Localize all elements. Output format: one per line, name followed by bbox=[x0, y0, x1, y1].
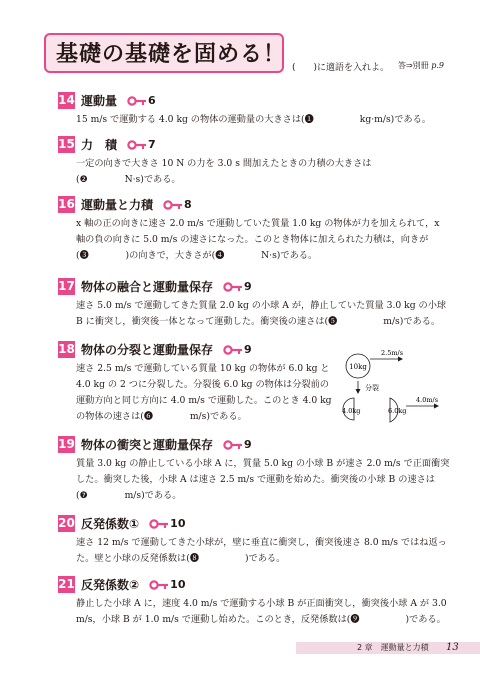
section-heading-17 bbox=[58, 278, 252, 295]
section-number: 16 bbox=[58, 197, 75, 211]
section-body-17 bbox=[76, 298, 446, 330]
section-body-20 bbox=[76, 535, 447, 567]
section-number: 14 bbox=[58, 93, 75, 107]
section-body-19 bbox=[76, 456, 449, 504]
key-reference: 10 bbox=[170, 578, 186, 591]
body-line: x 軸の正の向きに速さ 2.0 m/s で運動していた質量 1.0 kg の物体が力を加えられて，x bbox=[76, 218, 440, 229]
section-heading-21 bbox=[58, 576, 185, 593]
arrowhead-right bbox=[434, 404, 439, 409]
body-line: 4.0 kg の 2 つに分裂した。分裂後 6.0 kg の物体は分裂前の bbox=[76, 379, 329, 390]
mass-right-label: 6.0kg bbox=[388, 407, 407, 415]
body-line: (❸ )の向きで，大きさが(❹ N·s)である。 bbox=[76, 250, 318, 261]
body-line: 速さ 12 m/s で運動してきた小球が，壁に垂直に衝突し，衝突後速さ 8.0 m/s ではね返っ bbox=[76, 537, 447, 548]
body-line: 運動方向と同じ方向に 4.0 m/s で運動した。このとき 4.0 kg bbox=[76, 395, 332, 406]
key-reference: 7 bbox=[148, 138, 156, 151]
section-title: 物体の融合と運動量保存 bbox=[81, 280, 214, 294]
section-heading-18 bbox=[58, 341, 252, 358]
body-line: m/s，小球 B が 1.0 m/s で運動し始めた。このとき，反発係数は(❾ )である。 bbox=[76, 614, 446, 625]
body-line: の物体の速さは(❻ m/s)である。 bbox=[76, 411, 247, 422]
section-heading-14 bbox=[58, 92, 156, 109]
velocity-before-label: 2.5m/s bbox=[381, 349, 404, 357]
body-line: B に衝突し，衝突後一体となって運動した。衝突後の速さは(❺ m/s)である。 bbox=[76, 316, 441, 327]
section-body-16 bbox=[76, 216, 439, 264]
body-line: した。衝突した後，小球 A は速さ 2.5 m/s で運動を始めた。衝突後の小球 B の速さは bbox=[76, 474, 435, 485]
body-line: 質量 3.0 kg の静止している小球 A に，質量 5.0 kg の小球 B が速さ 2.0 m/s で正面衝突 bbox=[76, 458, 450, 469]
answer-reference: 答⇒別冊 p.9 bbox=[397, 61, 444, 70]
section-body-21 bbox=[76, 596, 447, 628]
key-reference: 10 bbox=[170, 517, 186, 530]
arrowhead bbox=[398, 357, 403, 362]
page-number: 13 bbox=[446, 642, 459, 653]
section-title: 物体の衝突と運動量保存 bbox=[81, 438, 214, 452]
key-reference: 9 bbox=[244, 343, 252, 356]
section-title: 物体の分裂と運動量保存 bbox=[81, 343, 214, 357]
key-icon bbox=[223, 280, 252, 293]
mass-before-label: 10kg bbox=[349, 363, 367, 371]
key-reference: 6 bbox=[148, 94, 156, 107]
key-icon bbox=[127, 138, 156, 151]
section-number: 17 bbox=[58, 279, 75, 293]
section-body-18 bbox=[76, 361, 332, 425]
section-number: 21 bbox=[58, 577, 75, 591]
key-icon bbox=[127, 94, 156, 107]
key-reference: 9 bbox=[244, 280, 252, 293]
section-title: 運動量 bbox=[81, 94, 118, 108]
body-line: 一定の向きで大きさ 10 N の力を 3.0 s 間加えたときの力積の大きさは bbox=[76, 158, 372, 169]
section-title: 力 積 bbox=[81, 138, 118, 152]
section-number: 19 bbox=[58, 437, 75, 451]
key-icon bbox=[223, 343, 252, 356]
key-icon bbox=[149, 578, 185, 591]
body-line: (❷ N·s)である。 bbox=[76, 174, 181, 185]
body-line: 静止した小球 A に，速度 4.0 m/s で運動する小球 B が正面衝突し，衝突後小球 A が 3.0 bbox=[76, 598, 447, 609]
key-reference: 9 bbox=[244, 438, 252, 451]
velocity-right-label: 4.0m/s bbox=[416, 396, 439, 404]
section-heading-15 bbox=[58, 136, 156, 153]
instruction: ( )に適語を入れよ。 bbox=[292, 63, 390, 73]
split-diagram bbox=[336, 343, 446, 423]
section-heading-20 bbox=[58, 515, 185, 532]
section-title: 反発係数① bbox=[81, 517, 140, 531]
key-icon bbox=[163, 198, 192, 211]
section-heading-19 bbox=[58, 436, 252, 453]
section-number: 20 bbox=[58, 516, 75, 530]
body-line: 速さ 2.5 m/s で運動している質量 10 kg の物体が 6.0 kg と bbox=[76, 363, 330, 374]
body-line: 軸の負の向きに 5.0 m/s の速さになった。このとき物体に加えられた力積は，向きが bbox=[76, 234, 429, 245]
section-number: 18 bbox=[58, 342, 75, 356]
key-reference: 8 bbox=[184, 198, 192, 211]
body-line: 15 m/s で運動する 4.0 kg の物体の運動量の大きさは(❶ kg·m/s)である。 bbox=[76, 114, 431, 125]
page-title: 基礎の基礎を固める！ bbox=[56, 42, 287, 67]
section-title: 反発係数② bbox=[81, 578, 140, 592]
body-line: た。壁と小球の反発係数は(❽ )である。 bbox=[76, 553, 286, 564]
body-line: 速さ 5.0 m/s で運動してきた質量 2.0 kg の小球 A が，静止していた質量 3.0 kg の小球 bbox=[76, 300, 447, 311]
body-line: (❼ m/s)である。 bbox=[76, 490, 182, 501]
split-arrowhead bbox=[356, 389, 361, 394]
section-body-14 bbox=[76, 112, 431, 128]
section-title: 運動量と力積 bbox=[81, 198, 154, 212]
split-label: 分裂 bbox=[365, 384, 379, 392]
mass-left-label: 4.0kg bbox=[342, 407, 361, 415]
section-number: 15 bbox=[58, 137, 75, 151]
section-heading-16 bbox=[58, 196, 192, 213]
key-icon bbox=[149, 517, 185, 530]
section-body-15 bbox=[76, 156, 371, 188]
key-icon bbox=[223, 438, 252, 451]
chapter-footer: 2 章 運動量と力積 bbox=[357, 643, 429, 652]
